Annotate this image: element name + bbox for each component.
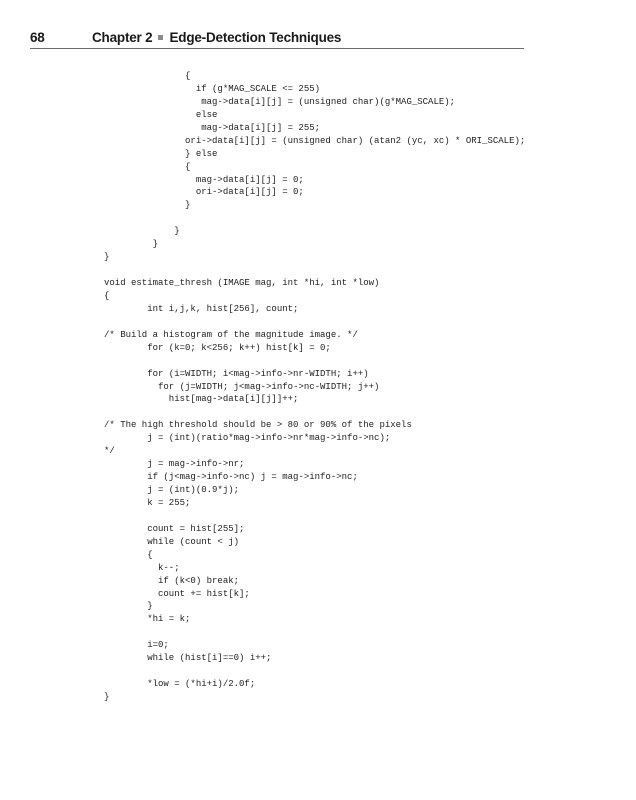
code-line: } [104, 200, 191, 211]
code-listing [104, 70, 525, 704]
code-line: if (k<0) break; [104, 575, 240, 586]
code-line: /* Build a histogram of the magnitude image. */ [104, 329, 358, 340]
code-line: *low = (*hi+i)/2.0f; [104, 679, 256, 690]
code-line [104, 665, 525, 678]
code-line [104, 316, 525, 329]
code-line: } [104, 226, 180, 237]
code-line [104, 212, 525, 225]
code-line: */ [104, 446, 115, 457]
code-line [104, 406, 525, 419]
code-line: } else [104, 148, 218, 159]
code-line: while (count < j) [104, 536, 240, 547]
code-line: k = 255; [104, 497, 191, 508]
chapter-label: Chapter 2 [92, 30, 153, 45]
code-line: *hi = k; [104, 614, 191, 625]
code-line: { [104, 549, 153, 560]
code-line: int i,j,k, hist[256], count; [104, 303, 299, 314]
code-line: count += hist[k]; [104, 588, 250, 599]
code-line: { [104, 71, 191, 81]
code-line: } [104, 252, 110, 263]
code-line: } [104, 239, 159, 250]
code-line: if (j<mag->info->nc) j = mag->info->nc; [104, 472, 358, 483]
code-line: { [104, 290, 110, 301]
code-line: count = hist[255]; [104, 523, 245, 534]
code-line: i=0; [104, 640, 169, 651]
code-line [104, 626, 525, 639]
code-line: ori->data[i][j] = 0; [104, 187, 304, 198]
code-line [104, 264, 525, 277]
code-line: else [104, 109, 218, 120]
code-line: while (hist[i]==0) i++; [104, 653, 272, 664]
code-line: } [104, 692, 110, 702]
code-line: for (j=WIDTH; j<mag->info->nc-WIDTH; j++) [104, 381, 380, 392]
code-line [104, 510, 525, 523]
code-line: j = (int)(ratio*mag->info->nr*mag->info->nc); [104, 433, 391, 444]
code-line: j = (int)(0.9*j); [104, 485, 240, 495]
code-line: if (g*MAG_SCALE <= 255) [104, 83, 321, 94]
code-line: mag->data[i][j] = (unsigned char)(g*MAG_SCALE); [104, 96, 456, 107]
code-line: /* The high threshold should be > 80 or 90% of the pixels [104, 420, 412, 431]
code-line: hist[mag->data[i][j]]++; [104, 394, 299, 405]
code-line: void estimate_thresh (IMAGE mag, int *hi, int *low) [104, 278, 380, 288]
separator-square-icon [158, 35, 163, 40]
code-line: mag->data[i][j] = 0; [104, 174, 304, 185]
code-line: for (i=WIDTH; i<mag->info->nr-WIDTH; i++) [104, 368, 369, 379]
code-line: for (k=0; k<256; k++) hist[k] = 0; [104, 342, 331, 353]
running-header [30, 30, 524, 49]
page-number: 68 [30, 30, 45, 45]
code-line: } [104, 601, 153, 612]
code-line: k--; [104, 562, 180, 573]
chapter-title: Edge-Detection Techniques [169, 30, 342, 45]
code-line: j = mag->info->nr; [104, 459, 245, 470]
code-line: ori->data[i][j] = (unsigned char) (atan2 (yc, xc) * ORI_SCALE); [104, 135, 526, 146]
code-line: mag->data[i][j] = 255; [104, 122, 321, 133]
code-line [104, 355, 525, 368]
code-line: { [104, 161, 191, 172]
